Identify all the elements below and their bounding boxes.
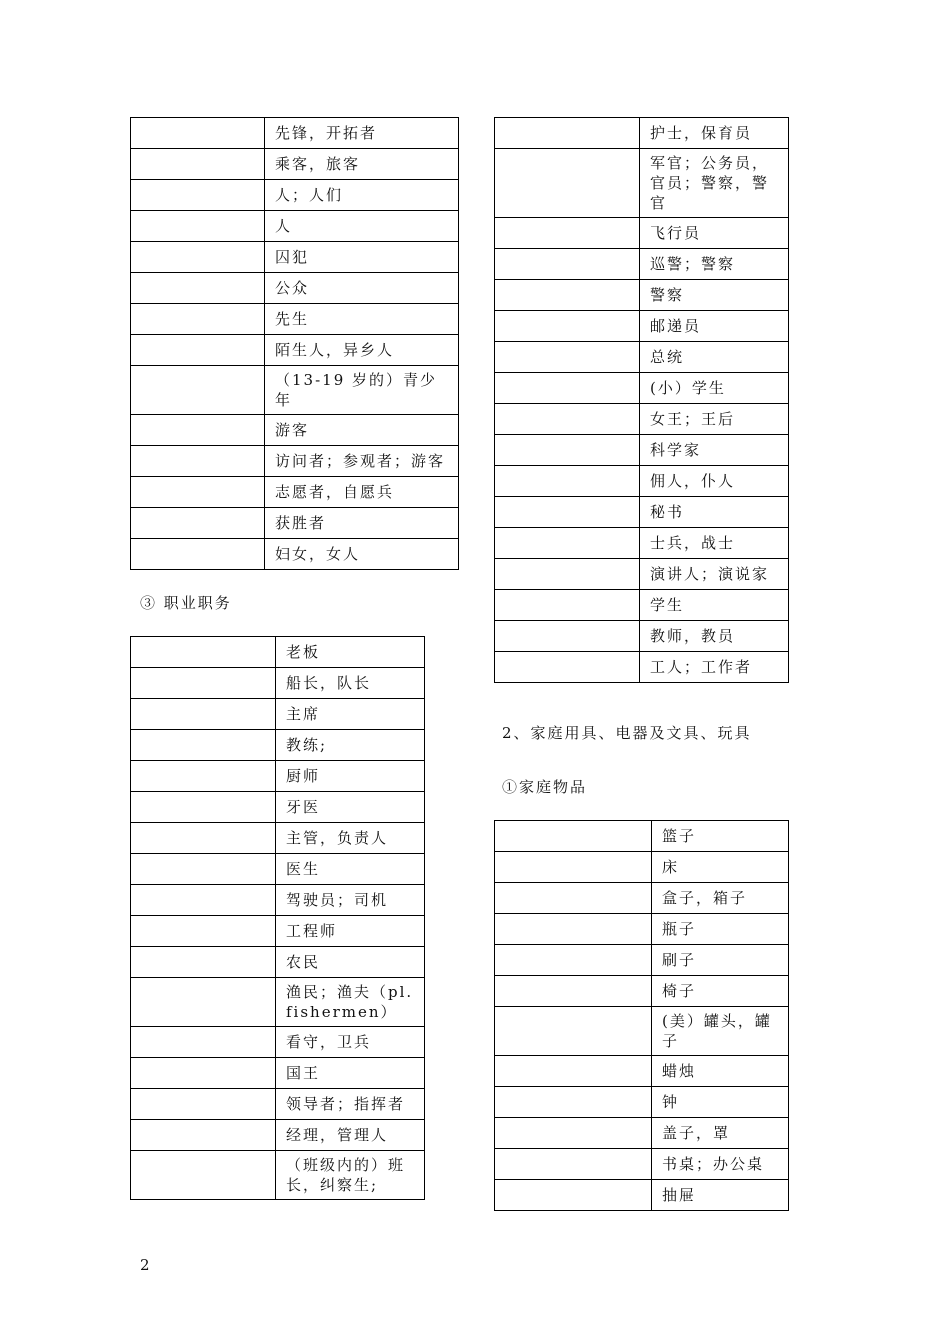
- table-row: [495, 218, 789, 249]
- meaning-cell: 工程师: [276, 916, 425, 947]
- blank-word-cell: [495, 945, 652, 976]
- table-row: [495, 118, 789, 149]
- table-row: [495, 945, 789, 976]
- table-row: [131, 916, 425, 947]
- blank-word-cell: [495, 1056, 652, 1087]
- meaning-cell: 游客: [265, 415, 459, 446]
- meaning-cell: 女王；王后: [640, 404, 789, 435]
- table-row: [495, 373, 789, 404]
- table-row: [131, 335, 459, 366]
- meaning-cell: 访问者；参观者；游客: [265, 446, 459, 477]
- blank-word-cell: [495, 852, 652, 883]
- vocab-table-people: [130, 117, 459, 570]
- blank-word-cell: [495, 559, 640, 590]
- table-row: [495, 621, 789, 652]
- meaning-cell: 蜡烛: [652, 1056, 789, 1087]
- meaning-cell: 先生: [265, 304, 459, 335]
- table-row: [495, 280, 789, 311]
- table-row: [131, 823, 425, 854]
- table-row: [131, 885, 425, 916]
- meaning-cell: 工人；工作者: [640, 652, 789, 683]
- table-row: [131, 118, 459, 149]
- table-row: [495, 528, 789, 559]
- table-row: [495, 1087, 789, 1118]
- table-row: [131, 637, 425, 668]
- blank-word-cell: [131, 823, 276, 854]
- table-row: [131, 446, 459, 477]
- meaning-cell: 先锋，开拓者: [265, 118, 459, 149]
- table-row: [495, 914, 789, 945]
- meaning-cell: 妇女，女人: [265, 539, 459, 570]
- table-row: [131, 1027, 425, 1058]
- table-row: [131, 730, 425, 761]
- meaning-cell: 邮递员: [640, 311, 789, 342]
- vocab-table-jobs: [130, 636, 425, 1200]
- meaning-cell: （班级内的）班长，纠察生;: [276, 1151, 425, 1200]
- blank-word-cell: [131, 149, 265, 180]
- table-row: [131, 149, 459, 180]
- blank-word-cell: [131, 1027, 276, 1058]
- blank-word-cell: [131, 1089, 276, 1120]
- blank-word-cell: [495, 373, 640, 404]
- meaning-cell: 秘书: [640, 497, 789, 528]
- blank-word-cell: [131, 242, 265, 273]
- vocab-table-jobs-continued: [494, 117, 789, 683]
- blank-word-cell: [131, 854, 276, 885]
- table-row: [495, 559, 789, 590]
- table-row: [131, 211, 459, 242]
- meaning-cell: 志愿者，自愿兵: [265, 477, 459, 508]
- meaning-cell: 国王: [276, 1058, 425, 1089]
- table-row: [131, 1058, 425, 1089]
- meaning-cell: 教练;: [276, 730, 425, 761]
- meaning-cell: 总统: [640, 342, 789, 373]
- table-row: [131, 854, 425, 885]
- table-row: [131, 273, 459, 304]
- blank-word-cell: [131, 916, 276, 947]
- blank-word-cell: [495, 1007, 652, 1056]
- table-row: [131, 477, 459, 508]
- blank-word-cell: [495, 1149, 652, 1180]
- blank-word-cell: [131, 366, 265, 415]
- meaning-cell: 篮子: [652, 821, 789, 852]
- table-row: [495, 149, 789, 218]
- table-row: [131, 1151, 425, 1200]
- table-row: [495, 976, 789, 1007]
- blank-word-cell: [495, 218, 640, 249]
- blank-word-cell: [131, 446, 265, 477]
- blank-word-cell: [495, 280, 640, 311]
- table-row: [131, 304, 459, 335]
- table-row: [131, 699, 425, 730]
- blank-word-cell: [131, 304, 265, 335]
- meaning-cell: 老板: [276, 637, 425, 668]
- meaning-cell: 巡警；警察: [640, 249, 789, 280]
- heading-household: ①家庭物品: [502, 778, 588, 796]
- blank-word-cell: [495, 821, 652, 852]
- blank-word-cell: [495, 1087, 652, 1118]
- meaning-cell: 飞行员: [640, 218, 789, 249]
- meaning-cell: 抽屉: [652, 1180, 789, 1211]
- meaning-cell: 主管，负责人: [276, 823, 425, 854]
- meaning-cell: 经理，管理人: [276, 1120, 425, 1151]
- blank-word-cell: [495, 466, 640, 497]
- table-row: [495, 852, 789, 883]
- table-row: [131, 947, 425, 978]
- meaning-cell: 警察: [640, 280, 789, 311]
- table-row: [131, 366, 459, 415]
- table-row: [495, 821, 789, 852]
- table-row: [495, 311, 789, 342]
- meaning-cell: 刷子: [652, 945, 789, 976]
- table-row: [131, 242, 459, 273]
- meaning-cell: 看守，卫兵: [276, 1027, 425, 1058]
- table-row: [495, 652, 789, 683]
- blank-word-cell: [495, 118, 640, 149]
- meaning-cell: 乘客，旅客: [265, 149, 459, 180]
- blank-word-cell: [495, 590, 640, 621]
- meaning-cell: 佣人，仆人: [640, 466, 789, 497]
- blank-word-cell: [131, 978, 276, 1027]
- blank-word-cell: [131, 792, 276, 823]
- blank-word-cell: [131, 335, 265, 366]
- meaning-cell: 军官；公务员，官员；警察，警官: [640, 149, 789, 218]
- table-row: [131, 1089, 425, 1120]
- blank-word-cell: [495, 435, 640, 466]
- table-row: [131, 792, 425, 823]
- blank-word-cell: [495, 404, 640, 435]
- table-row: [131, 978, 425, 1027]
- blank-word-cell: [131, 211, 265, 242]
- blank-word-cell: [495, 342, 640, 373]
- meaning-cell: 获胜者: [265, 508, 459, 539]
- blank-word-cell: [131, 699, 276, 730]
- meaning-cell: 盒子，箱子: [652, 883, 789, 914]
- blank-word-cell: [131, 273, 265, 304]
- table-row: [495, 1056, 789, 1087]
- table-row: [495, 1118, 789, 1149]
- blank-word-cell: [131, 477, 265, 508]
- meaning-cell: 教师，教员: [640, 621, 789, 652]
- meaning-cell: 领导者；指挥者: [276, 1089, 425, 1120]
- table-row: [495, 497, 789, 528]
- table-row: [131, 415, 459, 446]
- blank-word-cell: [131, 1120, 276, 1151]
- blank-word-cell: [495, 621, 640, 652]
- meaning-cell: 盖子，罩: [652, 1118, 789, 1149]
- blank-word-cell: [131, 637, 276, 668]
- meaning-cell: 钟: [652, 1087, 789, 1118]
- heading-jobs: ③ 职业职务: [140, 594, 232, 612]
- meaning-cell: 农民: [276, 947, 425, 978]
- meaning-cell: 人；人们: [265, 180, 459, 211]
- meaning-cell: 椅子: [652, 976, 789, 1007]
- meaning-cell: 渔民；渔夫（pl. fishermen）: [276, 978, 425, 1027]
- blank-word-cell: [131, 118, 265, 149]
- meaning-cell: 床: [652, 852, 789, 883]
- meaning-cell: (美）罐头，罐子: [652, 1007, 789, 1056]
- blank-word-cell: [495, 149, 640, 218]
- meaning-cell: 主席: [276, 699, 425, 730]
- blank-word-cell: [495, 652, 640, 683]
- table-row: [131, 539, 459, 570]
- meaning-cell: 士兵，战士: [640, 528, 789, 559]
- meaning-cell: 陌生人，异乡人: [265, 335, 459, 366]
- blank-word-cell: [131, 947, 276, 978]
- blank-word-cell: [495, 497, 640, 528]
- blank-word-cell: [495, 1180, 652, 1211]
- blank-word-cell: [495, 249, 640, 280]
- meaning-cell: 瓶子: [652, 914, 789, 945]
- table-row: [495, 249, 789, 280]
- meaning-cell: 船长，队长: [276, 668, 425, 699]
- meaning-cell: 人: [265, 211, 459, 242]
- meaning-cell: 学生: [640, 590, 789, 621]
- blank-word-cell: [495, 914, 652, 945]
- blank-word-cell: [495, 976, 652, 1007]
- vocab-table-household: [494, 820, 789, 1211]
- table-row: [495, 435, 789, 466]
- blank-word-cell: [131, 508, 265, 539]
- table-row: [131, 1120, 425, 1151]
- blank-word-cell: [131, 415, 265, 446]
- meaning-cell: 书桌；办公桌: [652, 1149, 789, 1180]
- blank-word-cell: [131, 539, 265, 570]
- meaning-cell: 驾驶员；司机: [276, 885, 425, 916]
- blank-word-cell: [131, 180, 265, 211]
- blank-word-cell: [131, 885, 276, 916]
- meaning-cell: 囚犯: [265, 242, 459, 273]
- page-number: 2: [140, 1256, 150, 1274]
- blank-word-cell: [131, 1058, 276, 1089]
- blank-word-cell: [495, 528, 640, 559]
- table-row: [495, 1149, 789, 1180]
- table-row: [495, 883, 789, 914]
- meaning-cell: 厨师: [276, 761, 425, 792]
- table-row: [495, 342, 789, 373]
- blank-word-cell: [495, 1118, 652, 1149]
- blank-word-cell: [495, 311, 640, 342]
- table-row: [131, 180, 459, 211]
- table-row: [495, 404, 789, 435]
- meaning-cell: 公众: [265, 273, 459, 304]
- meaning-cell: (小）学生: [640, 373, 789, 404]
- table-row: [131, 761, 425, 792]
- blank-word-cell: [495, 883, 652, 914]
- heading-section-2: 2、家庭用具、电器及文具、玩具: [502, 724, 752, 742]
- table-row: [131, 508, 459, 539]
- meaning-cell: 科学家: [640, 435, 789, 466]
- blank-word-cell: [131, 668, 276, 699]
- meaning-cell: 牙医: [276, 792, 425, 823]
- table-row: [495, 466, 789, 497]
- table-row: [495, 1007, 789, 1056]
- meaning-cell: 演讲人；演说家: [640, 559, 789, 590]
- table-row: [495, 590, 789, 621]
- blank-word-cell: [131, 730, 276, 761]
- blank-word-cell: [131, 761, 276, 792]
- blank-word-cell: [131, 1151, 276, 1200]
- table-row: [131, 668, 425, 699]
- meaning-cell: 医生: [276, 854, 425, 885]
- table-row: [495, 1180, 789, 1211]
- meaning-cell: 护士，保育员: [640, 118, 789, 149]
- meaning-cell: （13-19 岁的）青少年: [265, 366, 459, 415]
